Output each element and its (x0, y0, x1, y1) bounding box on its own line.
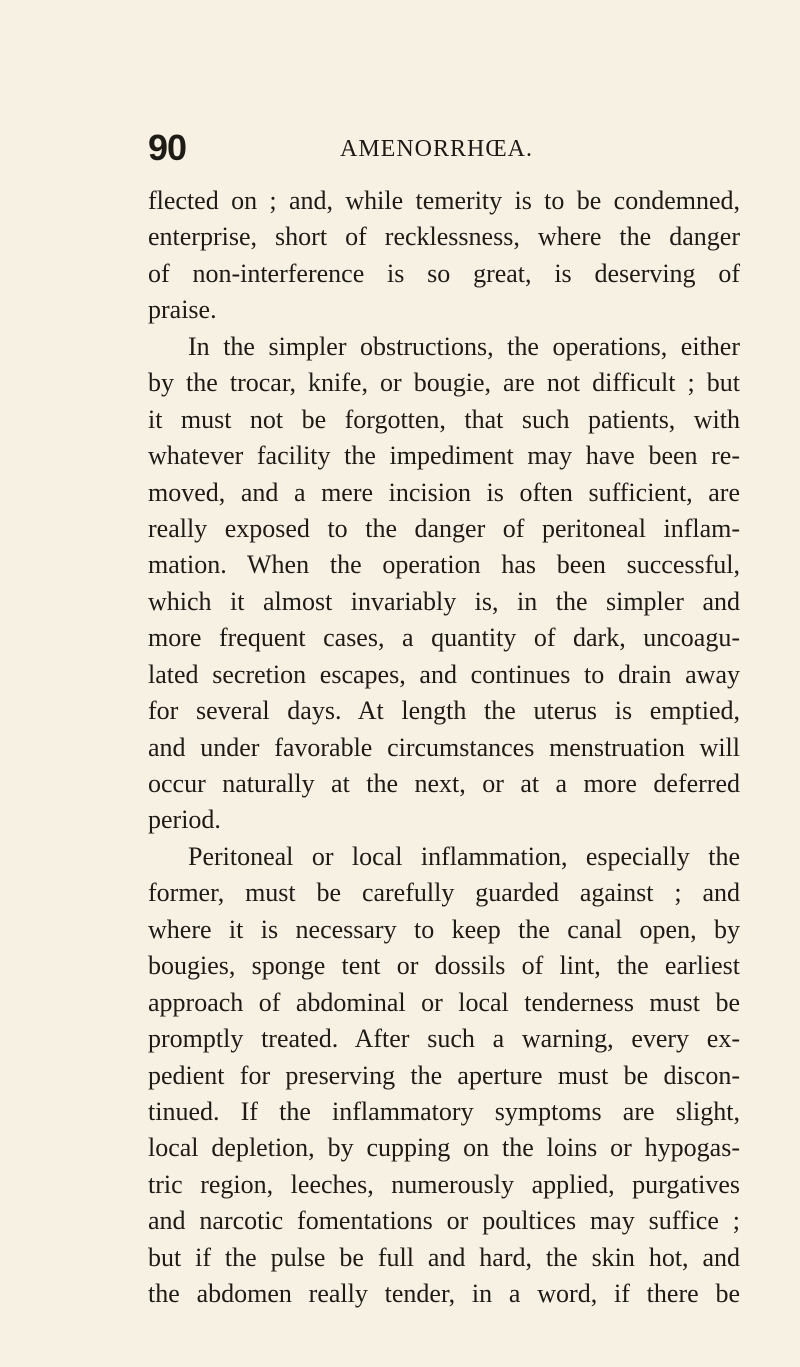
text-line: former, must be carefully guarded against ; and (148, 878, 740, 908)
text-line: really exposed to the danger of peritoneal inflam- (148, 513, 740, 543)
text-line: tric region, leeches, numerously applied, purgatives (148, 1169, 740, 1199)
text-line: tinued. If the inflammatory symptoms are slight, (148, 1096, 740, 1126)
text-line: which it almost invariably is, in the simpler and (148, 586, 740, 616)
text-line: mation. When the operation has been successful, (148, 550, 740, 580)
text-line: promptly treated. After such a warning, every ex- (148, 1024, 740, 1054)
text-line: more frequent cases, a quantity of dark, uncoagu- (148, 623, 740, 653)
text-line: period. (148, 805, 221, 835)
page-number: 90 (148, 127, 187, 168)
text-line: it must not be forgotten, that such patients, with (148, 404, 740, 434)
text-line: whatever facility the impediment may have been re- (148, 441, 740, 471)
text-line: of non-interference is so great, is deserving of (148, 258, 740, 288)
text-line: enterprise, short of recklessness, where the danger (148, 222, 740, 252)
text-line: bougies, sponge tent or dossils of lint, the earliest (148, 951, 740, 981)
text-line: praise. (148, 295, 217, 325)
text-line: and narcotic fomentations or poultices may suffice ; (148, 1206, 740, 1236)
text-line: and under favorable circumstances menstruation will (148, 732, 740, 762)
text-line: the abdomen really tender, in a word, if there be (148, 1279, 740, 1309)
text-line: flected on ; and, while temerity is to be condemned, (148, 186, 740, 215)
text-line: approach of abdominal or local tenderness must be (148, 987, 740, 1017)
text-line: but if the pulse be full and hard, the skin hot, and (148, 1242, 740, 1272)
text-line: local depletion, by cupping on the loins or hypogas- (148, 1133, 740, 1163)
running-title: AMENORRHŒA. (340, 136, 534, 162)
text-line: Peritoneal or local inflammation, especially the (188, 841, 740, 871)
text-line: pedient for preserving the aperture must be discon- (148, 1060, 740, 1090)
text-line: by the trocar, knife, or bougie, are not difficult ; but (148, 368, 740, 398)
text-line: lated secretion escapes, and continues to drain away (148, 659, 740, 689)
body-text (148, 183, 740, 1313)
text-line: occur naturally at the next, or at a more deferred (148, 769, 740, 798)
text-line: where it is necessary to keep the canal open, by (148, 914, 740, 944)
text-line: In the simpler obstructions, the operations, either (188, 331, 740, 361)
text-line: moved, and a mere incision is often sufficient, are (148, 477, 740, 507)
running-head (148, 128, 748, 168)
text-line: for several days. At length the uterus is emptied, (148, 696, 740, 726)
